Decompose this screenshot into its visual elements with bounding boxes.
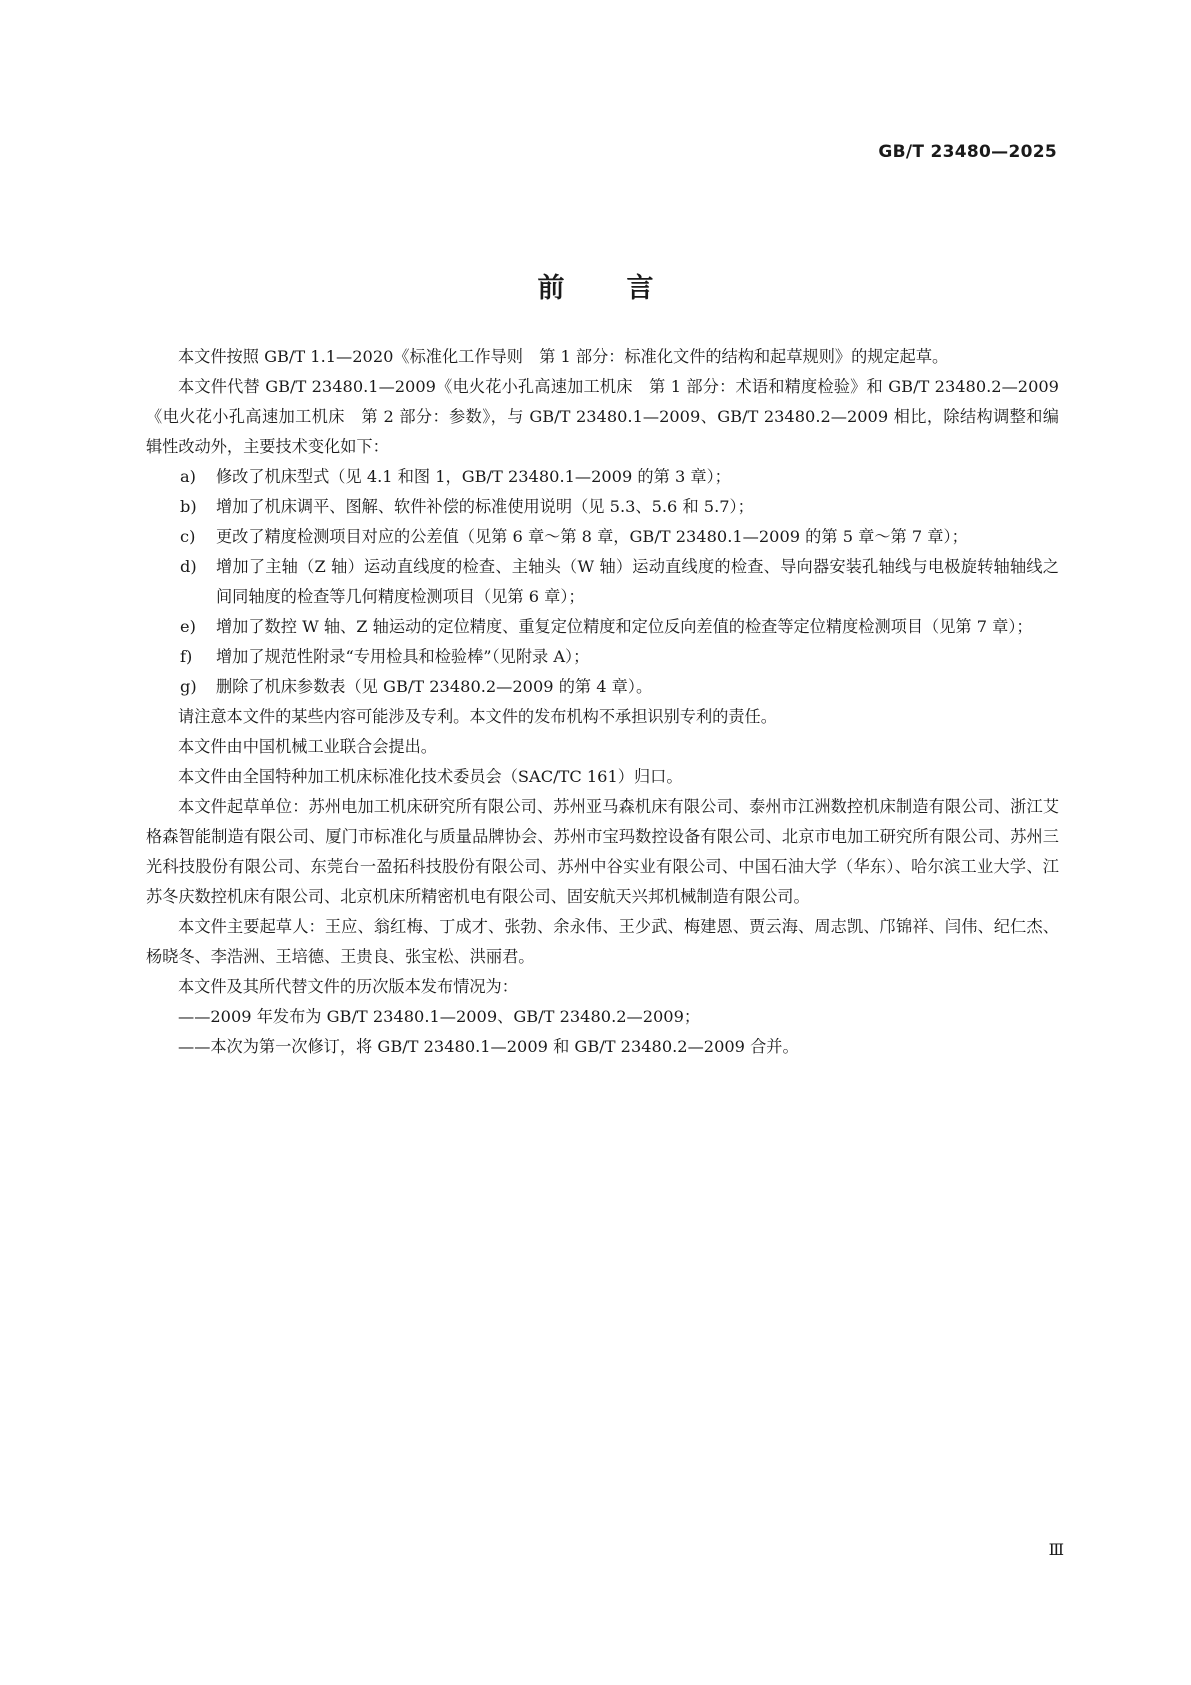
paragraph-drafting-rules: 本文件按照 GB/T 1.1—2020《标准化工作导则 第 1 部分：标准化文件的结构和起草规则》的规定起草。 (178, 347, 949, 366)
preface-body (146, 342, 1059, 1062)
list-item-text: 删除了机床参数表（见 GB/T 23480.2—2009 的第 4 章）。 (216, 677, 653, 696)
paragraph-proposer: 本文件由中国机械工业联合会提出。 (178, 737, 437, 756)
paragraph-version-history: 本文件及其所代替文件的历次版本发布情况为： (178, 977, 518, 996)
paragraph-technical-committee: 本文件由全国特种加工机床标准化技术委员会（SAC/TC 161）归口。 (178, 767, 683, 786)
list-item (146, 522, 1059, 552)
list-item-text: 增加了主轴（Z 轴）运动直线度的检查、主轴头（W 轴）运动直线度的检查、导向器安装孔轴线与电极旋转轴轴线之间同轴度的检查等几何精度检测项目（见第 6 章）； (216, 557, 1059, 606)
list-marker: g) (180, 677, 197, 696)
list-marker: b) (180, 497, 197, 516)
list-item (146, 492, 1059, 522)
technical-changes-list (146, 462, 1059, 702)
history-item: ——2009 年发布为 GB/T 23480.1—2009、GB/T 23480.2—2009； (178, 1007, 701, 1026)
list-item-text: 增加了数控 W 轴、Z 轴运动的定位精度、重复定位精度和定位反向差值的检查等定位精度检测项目（见第 7 章）； (216, 617, 1033, 636)
list-item (146, 462, 1059, 492)
list-item-text: 更改了精度检测项目对应的公差值（见第 6 章～第 8 章，GB/T 23480.1—2009 的第 5 章～第 7 章）； (216, 527, 968, 546)
list-item (146, 672, 1059, 702)
page-number: Ⅲ (1048, 1540, 1063, 1559)
list-item (146, 642, 1059, 672)
list-item (146, 612, 1059, 642)
list-item-text: 增加了机床调平、图解、软件补偿的标准使用说明（见 5.3、5.6 和 5.7）； (216, 497, 754, 516)
paragraph-patent-notice: 请注意本文件的某些内容可能涉及专利。本文件的发布机构不承担识别专利的责任。 (178, 707, 777, 726)
list-item-text: 修改了机床型式（见 4.1 和图 1，GB/T 23480.1—2009 的第 3 章）； (216, 467, 731, 486)
paragraph-replaces: 本文件代替 GB/T 23480.1—2009《电火花小孔高速加工机床 第 1 部分：术语和精度检验》和 GB/T 23480.2—2009《电火花小孔高速加工机床 第 2 部分：参数》，与 GB/T 23480.1—2009、GB/T 23480.2—2009 相比，除结构调整和编辑性改动外，主要技术变化如下： (146, 377, 1059, 456)
history-item: ——本次为第一次修订，将 GB/T 23480.1—2009 和 GB/T 23480.2—2009 合并。 (178, 1037, 799, 1056)
paragraph-drafting-units: 本文件起草单位：苏州电加工机床研究所有限公司、苏州亚马森机床有限公司、泰州市江洲数控机床制造有限公司、浙江艾格森智能制造有限公司、厦门市标准化与质量品牌协会、苏州市宝玛数控设备有限公司、北京市电加工研究所有限公司、苏州三光科技股份有限公司、东莞台一盈拓科技股份有限公司、苏州中谷实业有限公司、中国石油大学（华东）、哈尔滨工业大学、江苏冬庆数控机床有限公司、北京机床所精密机电有限公司、固安航天兴邦机械制造有限公司。 (146, 797, 1059, 906)
list-marker: a) (180, 467, 196, 486)
page-title: 前言 (537, 273, 716, 305)
paragraph-drafters: 本文件主要起草人：王应、翁红梅、丁成才、张勃、余永伟、王少武、梅建恩、贾云海、周志凯、邝锦祥、闫伟、纪仁杰、杨晓冬、李浩洲、王培德、王贵良、张宝松、洪丽君。 (146, 917, 1059, 966)
list-marker: f) (180, 647, 193, 666)
list-item-text: 增加了规范性附录“专用检具和检验棒”（见附录 A）； (216, 647, 590, 666)
list-marker: d) (180, 557, 197, 576)
list-marker: c) (180, 527, 196, 546)
list-item (146, 552, 1059, 612)
list-marker: e) (180, 617, 196, 636)
standard-number: GB/T 23480—2025 (878, 142, 1057, 162)
